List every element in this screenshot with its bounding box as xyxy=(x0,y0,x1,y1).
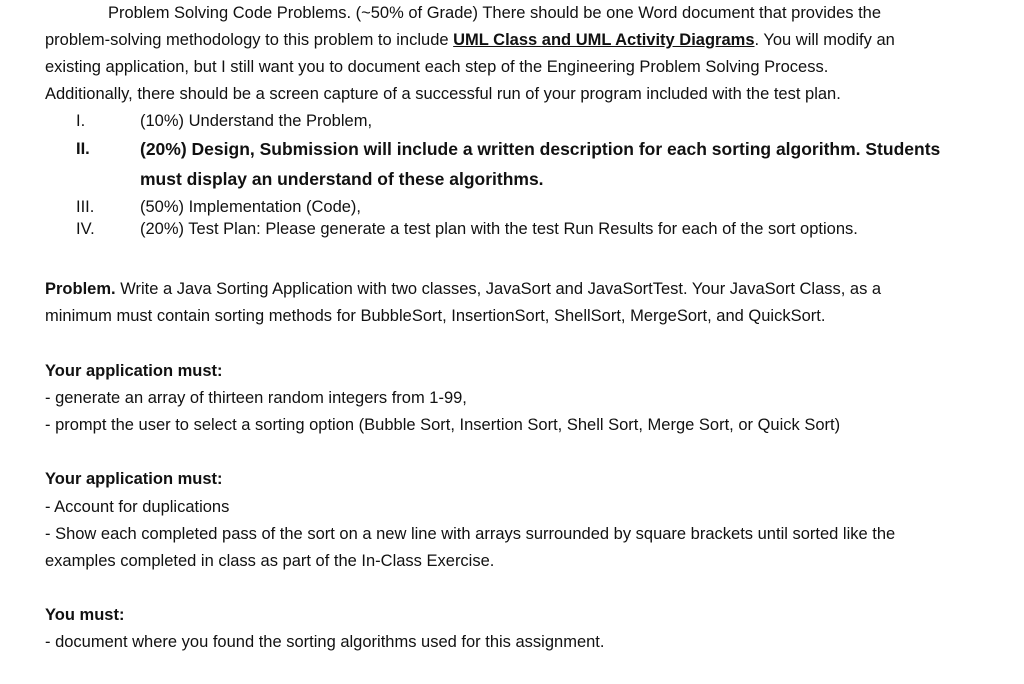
step-2-number: II. xyxy=(76,140,90,158)
intro-line-2 xyxy=(45,29,895,51)
requirement-2-item-2: - Show each completed pass of the sort on a new line with arrays surrounded by square brackets until sorted like the xyxy=(45,525,896,543)
problem-line-1-text: Write a Java Sorting Application with two classes, JavaSort and JavaSortTest. Your JavaSort Class, as a xyxy=(115,280,882,298)
problem-statement-line-1 xyxy=(45,278,881,300)
requirement-1-item-1: - generate an array of thirteen random integers from 1-99, xyxy=(45,389,467,407)
problem-label: Problem. xyxy=(45,280,116,298)
intro-line-3: existing application, but I still want you to document each step of the Engineering Problem Solving Process. xyxy=(45,58,829,76)
step-3-number: III. xyxy=(76,198,95,216)
step-1-text: (10%) Understand the Problem, xyxy=(140,112,373,130)
intro-line-2-pre: problem-solving methodology to this problem to include xyxy=(45,31,454,49)
requirement-3-item-1: - document where you found the sorting algorithms used for this assignment. xyxy=(45,633,605,651)
step-2-text-line-2: must display an understand of these algorithms. xyxy=(140,169,544,189)
requirement-1-item-2: - prompt the user to select a sorting option (Bubble Sort, Insertion Sort, Shell Sort, Merge Sort, or Quick Sort) xyxy=(45,416,841,434)
requirement-2-item-1: - Account for duplications xyxy=(45,498,230,516)
step-4-number: IV. xyxy=(76,220,95,238)
requirement-2-item-2-continued: examples completed in class as part of the In-Class Exercise. xyxy=(45,552,495,570)
uml-diagrams-emphasis: UML Class and UML Activity Diagrams xyxy=(453,31,755,49)
step-1-number: I. xyxy=(76,112,86,130)
step-3-text: (50%) Implementation (Code), xyxy=(140,198,362,216)
requirements-heading-1: Your application must: xyxy=(45,362,223,380)
step-4-clipped-line xyxy=(76,218,900,238)
requirements-heading-3: You must: xyxy=(45,606,125,624)
problem-statement-line-2: minimum must contain sorting methods for BubbleSort, InsertionSort, ShellSort, MergeSort, and QuickSort. xyxy=(45,307,826,325)
step-4-text: (20%) Test Plan: Please generate a test plan with the test Run Results for each of the sort options. xyxy=(140,220,858,238)
step-2-text-line-1: (20%) Design, Submission will include a written description for each sorting algorithm. Students xyxy=(140,139,941,159)
requirements-heading-2: Your application must: xyxy=(45,470,223,488)
intro-line-4: Additionally, there should be a screen capture of a successful run of your program included with the test plan. xyxy=(45,85,841,103)
intro-line-1: Problem Solving Code Problems. (~50% of Grade) There should be one Word document that provides the xyxy=(108,4,882,22)
intro-line-2-post: . You will modify an xyxy=(754,31,895,49)
